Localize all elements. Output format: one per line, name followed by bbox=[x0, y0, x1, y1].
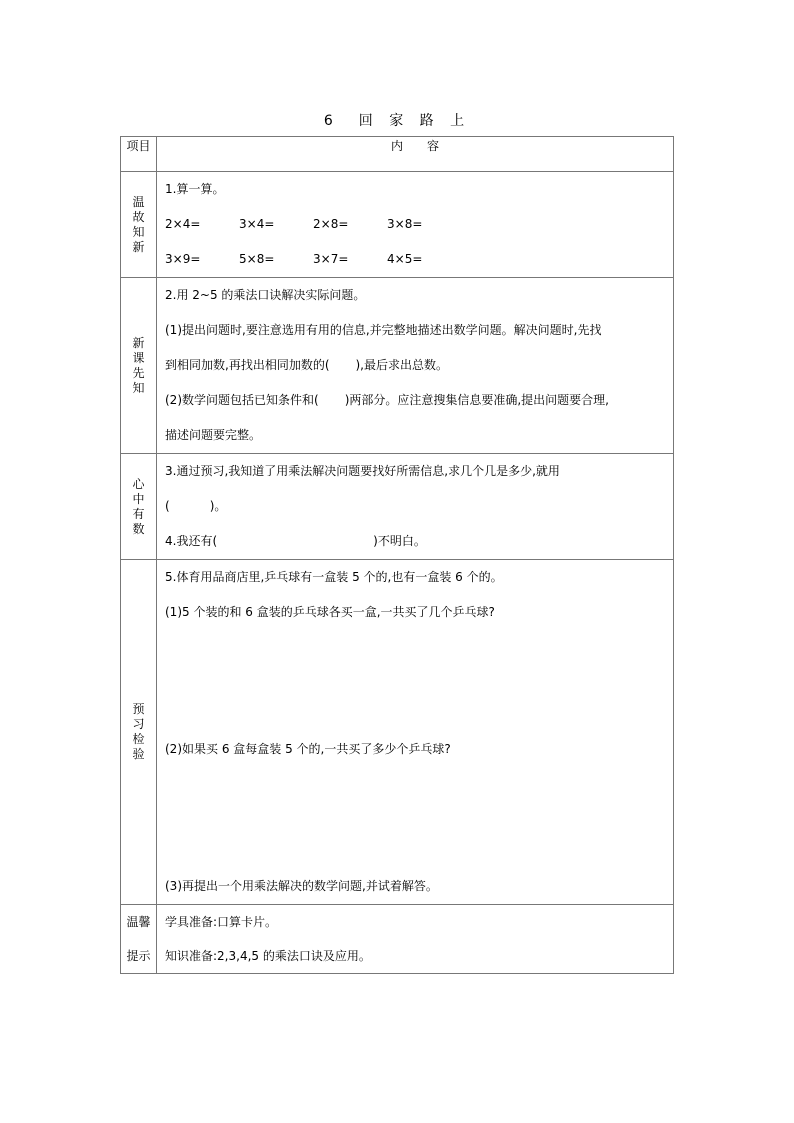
section-mind bbox=[121, 454, 674, 560]
tip-knowledge: 知识准备:2,3,4,5 的乘法口诀及应用。 bbox=[165, 949, 371, 963]
preview-worksheet-table bbox=[120, 136, 674, 974]
question-5: 5.体育用品商店里,乒乓球有一盒装 5 个的,也有一盒装 6 个的。 bbox=[165, 570, 503, 584]
answer-area-5-1[interactable] bbox=[165, 630, 665, 732]
header-content-a: 内 bbox=[390, 139, 403, 153]
section-label-check: 预 习 检 验 bbox=[121, 560, 157, 905]
header-item: 项目 bbox=[121, 137, 157, 172]
section-content-tips bbox=[157, 905, 674, 974]
question-5-2: (2)如果买 6 盒每盒装 5 个的,一共买了多少个乒乓球? bbox=[165, 742, 451, 756]
table-header-row bbox=[121, 137, 674, 172]
section-content-new bbox=[157, 278, 674, 454]
point-2-line-b: 描述问题要完整。 bbox=[165, 428, 262, 442]
section-content-mind bbox=[157, 454, 674, 560]
section-label-mind: 心 中 有 数 bbox=[121, 454, 157, 560]
section-tips bbox=[121, 905, 674, 974]
calc-row-2: 3×9= 5×8= 3×7= 4×5= bbox=[165, 252, 423, 266]
question-2: 2.用 2~5 的乘法口诀解决实际问题。 bbox=[165, 288, 366, 302]
header-content-b: 容 bbox=[427, 139, 440, 153]
header-content bbox=[157, 137, 674, 172]
answer-area-5-2[interactable] bbox=[165, 767, 665, 869]
page-title: 6 回 家 路 上 bbox=[323, 113, 471, 129]
section-new bbox=[121, 278, 674, 454]
section-check bbox=[121, 560, 674, 905]
question-4: 4.我还有( )不明白。 bbox=[165, 534, 426, 548]
section-content-review bbox=[157, 172, 674, 278]
question-3: 3.通过预习,我知道了用乘法解决问题要找好所需信息,求几个几是多少,就用 bbox=[165, 464, 560, 478]
question-5-3: (3)再提出一个用乘法解决的数学问题,并试着解答。 bbox=[165, 879, 438, 893]
point-1-line-a: (1)提出问题时,要注意选用有用的信息,并完整地描述出数学问题。解决问题时,先找 bbox=[165, 323, 602, 337]
point-2-line-a: (2)数学问题包括已知条件和( )两部分。应注意搜集信息要准确,提出问题要合理, bbox=[165, 393, 609, 407]
tip-tools: 学具准备:口算卡片。 bbox=[165, 915, 278, 929]
section-label-review: 温 故 知 新 bbox=[121, 172, 157, 278]
section-review bbox=[121, 172, 674, 278]
section-content-check bbox=[157, 560, 674, 905]
section-label-tips: 温馨 提示 bbox=[121, 905, 157, 974]
section-label-new: 新 课 先 知 bbox=[121, 278, 157, 454]
point-1-line-b: 到相同加数,再找出相同加数的( ),最后求出总数。 bbox=[165, 358, 448, 372]
question-3-blank: ( )。 bbox=[165, 499, 227, 513]
question-1: 1.算一算。 bbox=[165, 182, 225, 196]
calc-row-1: 2×4= 3×4= 2×8= 3×8= bbox=[165, 217, 423, 231]
question-5-1: (1)5 个装的和 6 盒装的乒乓球各买一盒,一共买了几个乒乓球? bbox=[165, 605, 495, 619]
